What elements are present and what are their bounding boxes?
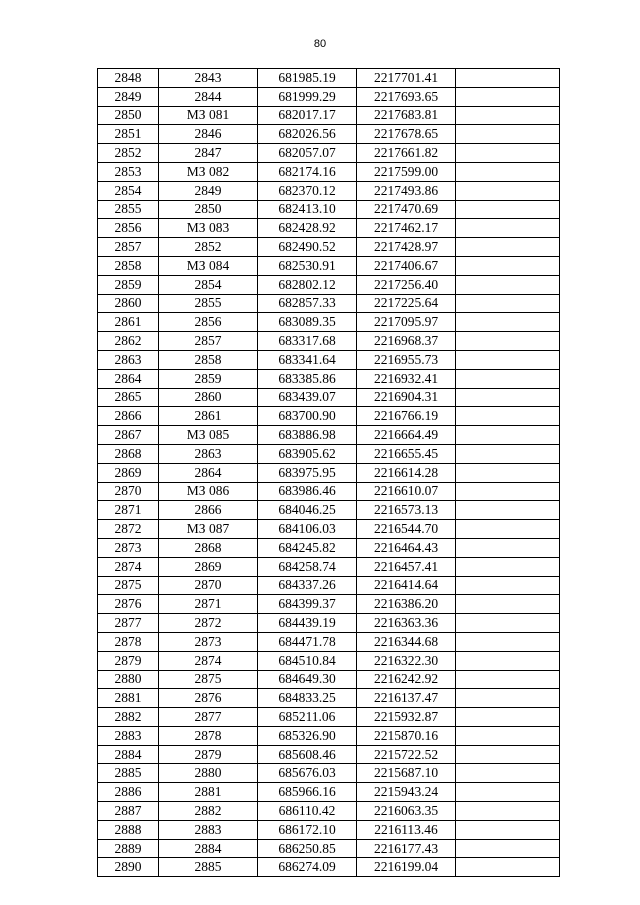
y-coordinate-cell: 2216655.45 bbox=[357, 444, 456, 463]
y-coordinate-cell: 2217225.64 bbox=[357, 294, 456, 313]
point-id-cell: 2856 bbox=[159, 313, 258, 332]
point-id-cell: 2850 bbox=[159, 200, 258, 219]
y-coordinate-cell: 2215932.87 bbox=[357, 708, 456, 727]
point-id-cell: 2872 bbox=[159, 614, 258, 633]
x-coordinate-cell: 684337.26 bbox=[258, 576, 357, 595]
x-coordinate-cell: 686250.85 bbox=[258, 839, 357, 858]
point-id-cell: 2885 bbox=[159, 858, 258, 877]
y-coordinate-cell: 2216932.41 bbox=[357, 369, 456, 388]
y-coordinate-cell: 2217428.97 bbox=[357, 238, 456, 257]
x-coordinate-cell: 685326.90 bbox=[258, 726, 357, 745]
note-cell bbox=[456, 144, 560, 163]
table-row bbox=[98, 200, 560, 219]
x-coordinate-cell: 684399.37 bbox=[258, 595, 357, 614]
x-coordinate-cell: 682017.17 bbox=[258, 106, 357, 125]
note-cell bbox=[456, 426, 560, 445]
row-index-cell: 2865 bbox=[98, 388, 159, 407]
y-coordinate-cell: 2216386.20 bbox=[357, 595, 456, 614]
table-row bbox=[98, 106, 560, 125]
table-row bbox=[98, 614, 560, 633]
table-row bbox=[98, 69, 560, 88]
y-coordinate-cell: 2217470.69 bbox=[357, 200, 456, 219]
point-id-cell: 2857 bbox=[159, 332, 258, 351]
y-coordinate-cell: 2217095.97 bbox=[357, 313, 456, 332]
point-id-cell: МЗ 086 bbox=[159, 482, 258, 501]
y-coordinate-cell: 2216457.41 bbox=[357, 557, 456, 576]
point-id-cell: 2878 bbox=[159, 726, 258, 745]
note-cell bbox=[456, 369, 560, 388]
point-id-cell: 2849 bbox=[159, 181, 258, 200]
table-row bbox=[98, 764, 560, 783]
point-id-cell: 2860 bbox=[159, 388, 258, 407]
y-coordinate-cell: 2217678.65 bbox=[357, 125, 456, 144]
y-coordinate-cell: 2216113.46 bbox=[357, 820, 456, 839]
table-row bbox=[98, 670, 560, 689]
note-cell bbox=[456, 125, 560, 144]
point-id-cell: 2868 bbox=[159, 538, 258, 557]
note-cell bbox=[456, 802, 560, 821]
note-cell bbox=[456, 745, 560, 764]
table-row bbox=[98, 181, 560, 200]
table-row bbox=[98, 557, 560, 576]
point-id-cell: 2871 bbox=[159, 595, 258, 614]
point-id-cell: МЗ 084 bbox=[159, 256, 258, 275]
y-coordinate-cell: 2215943.24 bbox=[357, 783, 456, 802]
note-cell bbox=[456, 820, 560, 839]
point-id-cell: 2861 bbox=[159, 407, 258, 426]
x-coordinate-cell: 686110.42 bbox=[258, 802, 357, 821]
note-cell bbox=[456, 557, 560, 576]
note-cell bbox=[456, 783, 560, 802]
point-id-cell: 2880 bbox=[159, 764, 258, 783]
row-index-cell: 2857 bbox=[98, 238, 159, 257]
y-coordinate-cell: 2216544.70 bbox=[357, 520, 456, 539]
row-index-cell: 2877 bbox=[98, 614, 159, 633]
table-row bbox=[98, 388, 560, 407]
x-coordinate-cell: 682530.91 bbox=[258, 256, 357, 275]
y-coordinate-cell: 2217493.86 bbox=[357, 181, 456, 200]
y-coordinate-cell: 2217661.82 bbox=[357, 144, 456, 163]
table-row bbox=[98, 125, 560, 144]
table-row bbox=[98, 745, 560, 764]
x-coordinate-cell: 683385.86 bbox=[258, 369, 357, 388]
x-coordinate-cell: 682174.16 bbox=[258, 162, 357, 181]
note-cell bbox=[456, 538, 560, 557]
table-row bbox=[98, 426, 560, 445]
x-coordinate-cell: 686274.09 bbox=[258, 858, 357, 877]
note-cell bbox=[456, 350, 560, 369]
y-coordinate-cell: 2216344.68 bbox=[357, 632, 456, 651]
row-index-cell: 2855 bbox=[98, 200, 159, 219]
x-coordinate-cell: 683975.95 bbox=[258, 463, 357, 482]
point-id-cell: 2854 bbox=[159, 275, 258, 294]
page-number: 80 bbox=[313, 38, 327, 50]
y-coordinate-cell: 2216464.43 bbox=[357, 538, 456, 557]
row-index-cell: 2884 bbox=[98, 745, 159, 764]
note-cell bbox=[456, 162, 560, 181]
x-coordinate-cell: 683317.68 bbox=[258, 332, 357, 351]
y-coordinate-cell: 2217683.81 bbox=[357, 106, 456, 125]
point-id-cell: МЗ 087 bbox=[159, 520, 258, 539]
row-index-cell: 2863 bbox=[98, 350, 159, 369]
y-coordinate-cell: 2216766.19 bbox=[357, 407, 456, 426]
row-index-cell: 2873 bbox=[98, 538, 159, 557]
table-row bbox=[98, 858, 560, 877]
row-index-cell: 2868 bbox=[98, 444, 159, 463]
table-row bbox=[98, 501, 560, 520]
table-row bbox=[98, 87, 560, 106]
table-row bbox=[98, 482, 560, 501]
row-index-cell: 2859 bbox=[98, 275, 159, 294]
point-id-cell: 2844 bbox=[159, 87, 258, 106]
note-cell bbox=[456, 501, 560, 520]
table-row bbox=[98, 538, 560, 557]
point-id-cell: 2843 bbox=[159, 69, 258, 88]
x-coordinate-cell: 684439.19 bbox=[258, 614, 357, 633]
row-index-cell: 2848 bbox=[98, 69, 159, 88]
y-coordinate-cell: 2217693.65 bbox=[357, 87, 456, 106]
coordinates-table-body bbox=[98, 69, 560, 877]
y-coordinate-cell: 2217701.41 bbox=[357, 69, 456, 88]
point-id-cell: 2864 bbox=[159, 463, 258, 482]
y-coordinate-cell: 2216322.30 bbox=[357, 651, 456, 670]
table-row bbox=[98, 294, 560, 313]
y-coordinate-cell: 2216573.13 bbox=[357, 501, 456, 520]
x-coordinate-cell: 684245.82 bbox=[258, 538, 357, 557]
y-coordinate-cell: 2216664.49 bbox=[357, 426, 456, 445]
x-coordinate-cell: 682857.33 bbox=[258, 294, 357, 313]
point-id-cell: МЗ 081 bbox=[159, 106, 258, 125]
y-coordinate-cell: 2215722.52 bbox=[357, 745, 456, 764]
table-row bbox=[98, 576, 560, 595]
row-index-cell: 2881 bbox=[98, 689, 159, 708]
x-coordinate-cell: 683341.64 bbox=[258, 350, 357, 369]
row-index-cell: 2883 bbox=[98, 726, 159, 745]
row-index-cell: 2878 bbox=[98, 632, 159, 651]
point-id-cell: 2869 bbox=[159, 557, 258, 576]
x-coordinate-cell: 685966.16 bbox=[258, 783, 357, 802]
x-coordinate-cell: 683700.90 bbox=[258, 407, 357, 426]
table-row bbox=[98, 162, 560, 181]
table-row bbox=[98, 256, 560, 275]
row-index-cell: 2851 bbox=[98, 125, 159, 144]
x-coordinate-cell: 685608.46 bbox=[258, 745, 357, 764]
coordinates-table bbox=[97, 68, 560, 877]
y-coordinate-cell: 2217462.17 bbox=[357, 219, 456, 238]
note-cell bbox=[456, 106, 560, 125]
x-coordinate-cell: 684649.30 bbox=[258, 670, 357, 689]
note-cell bbox=[456, 181, 560, 200]
note-cell bbox=[456, 238, 560, 257]
note-cell bbox=[456, 651, 560, 670]
table-row bbox=[98, 651, 560, 670]
point-id-cell: 2859 bbox=[159, 369, 258, 388]
note-cell bbox=[456, 275, 560, 294]
note-cell bbox=[456, 256, 560, 275]
y-coordinate-cell: 2216414.64 bbox=[357, 576, 456, 595]
y-coordinate-cell: 2215870.16 bbox=[357, 726, 456, 745]
row-index-cell: 2887 bbox=[98, 802, 159, 821]
table-row bbox=[98, 726, 560, 745]
row-index-cell: 2864 bbox=[98, 369, 159, 388]
table-row bbox=[98, 689, 560, 708]
x-coordinate-cell: 686172.10 bbox=[258, 820, 357, 839]
point-id-cell: 2881 bbox=[159, 783, 258, 802]
row-index-cell: 2854 bbox=[98, 181, 159, 200]
row-index-cell: 2852 bbox=[98, 144, 159, 163]
row-index-cell: 2876 bbox=[98, 595, 159, 614]
y-coordinate-cell: 2217256.40 bbox=[357, 275, 456, 294]
table-row bbox=[98, 802, 560, 821]
note-cell bbox=[456, 313, 560, 332]
note-cell bbox=[456, 200, 560, 219]
note-cell bbox=[456, 595, 560, 614]
table-row bbox=[98, 820, 560, 839]
x-coordinate-cell: 683439.07 bbox=[258, 388, 357, 407]
note-cell bbox=[456, 463, 560, 482]
x-coordinate-cell: 683905.62 bbox=[258, 444, 357, 463]
point-id-cell: МЗ 082 bbox=[159, 162, 258, 181]
table-row bbox=[98, 595, 560, 614]
point-id-cell: 2866 bbox=[159, 501, 258, 520]
table-row bbox=[98, 632, 560, 651]
note-cell bbox=[456, 858, 560, 877]
x-coordinate-cell: 683886.98 bbox=[258, 426, 357, 445]
table-row bbox=[98, 238, 560, 257]
point-id-cell: МЗ 085 bbox=[159, 426, 258, 445]
point-id-cell: 2855 bbox=[159, 294, 258, 313]
row-index-cell: 2890 bbox=[98, 858, 159, 877]
note-cell bbox=[456, 69, 560, 88]
x-coordinate-cell: 684106.03 bbox=[258, 520, 357, 539]
y-coordinate-cell: 2216955.73 bbox=[357, 350, 456, 369]
point-id-cell: 2877 bbox=[159, 708, 258, 727]
note-cell bbox=[456, 444, 560, 463]
row-index-cell: 2849 bbox=[98, 87, 159, 106]
table-row bbox=[98, 275, 560, 294]
point-id-cell: 2847 bbox=[159, 144, 258, 163]
row-index-cell: 2879 bbox=[98, 651, 159, 670]
row-index-cell: 2885 bbox=[98, 764, 159, 783]
row-index-cell: 2889 bbox=[98, 839, 159, 858]
note-cell bbox=[456, 670, 560, 689]
x-coordinate-cell: 682802.12 bbox=[258, 275, 357, 294]
x-coordinate-cell: 682057.07 bbox=[258, 144, 357, 163]
point-id-cell: 2875 bbox=[159, 670, 258, 689]
table-row bbox=[98, 407, 560, 426]
row-index-cell: 2870 bbox=[98, 482, 159, 501]
y-coordinate-cell: 2215687.10 bbox=[357, 764, 456, 783]
note-cell bbox=[456, 219, 560, 238]
note-cell bbox=[456, 407, 560, 426]
note-cell bbox=[456, 576, 560, 595]
table-row bbox=[98, 219, 560, 238]
note-cell bbox=[456, 332, 560, 351]
row-index-cell: 2856 bbox=[98, 219, 159, 238]
note-cell bbox=[456, 294, 560, 313]
point-id-cell: 2873 bbox=[159, 632, 258, 651]
x-coordinate-cell: 682413.10 bbox=[258, 200, 357, 219]
point-id-cell: 2883 bbox=[159, 820, 258, 839]
row-index-cell: 2862 bbox=[98, 332, 159, 351]
note-cell bbox=[456, 87, 560, 106]
table-row bbox=[98, 369, 560, 388]
y-coordinate-cell: 2216242.92 bbox=[357, 670, 456, 689]
point-id-cell: 2874 bbox=[159, 651, 258, 670]
x-coordinate-cell: 685211.06 bbox=[258, 708, 357, 727]
table-row bbox=[98, 332, 560, 351]
row-index-cell: 2871 bbox=[98, 501, 159, 520]
y-coordinate-cell: 2216610.07 bbox=[357, 482, 456, 501]
row-index-cell: 2875 bbox=[98, 576, 159, 595]
note-cell bbox=[456, 708, 560, 727]
y-coordinate-cell: 2216904.31 bbox=[357, 388, 456, 407]
row-index-cell: 2872 bbox=[98, 520, 159, 539]
table-row bbox=[98, 463, 560, 482]
note-cell bbox=[456, 632, 560, 651]
x-coordinate-cell: 684046.25 bbox=[258, 501, 357, 520]
row-index-cell: 2858 bbox=[98, 256, 159, 275]
point-id-cell: 2884 bbox=[159, 839, 258, 858]
table-row bbox=[98, 708, 560, 727]
note-cell bbox=[456, 614, 560, 633]
x-coordinate-cell: 684471.78 bbox=[258, 632, 357, 651]
row-index-cell: 2886 bbox=[98, 783, 159, 802]
x-coordinate-cell: 684258.74 bbox=[258, 557, 357, 576]
point-id-cell: 2882 bbox=[159, 802, 258, 821]
table-row bbox=[98, 350, 560, 369]
point-id-cell: 2846 bbox=[159, 125, 258, 144]
table-row bbox=[98, 144, 560, 163]
row-index-cell: 2874 bbox=[98, 557, 159, 576]
row-index-cell: 2869 bbox=[98, 463, 159, 482]
x-coordinate-cell: 683089.35 bbox=[258, 313, 357, 332]
x-coordinate-cell: 682370.12 bbox=[258, 181, 357, 200]
row-index-cell: 2850 bbox=[98, 106, 159, 125]
point-id-cell: МЗ 083 bbox=[159, 219, 258, 238]
y-coordinate-cell: 2216137.47 bbox=[357, 689, 456, 708]
note-cell bbox=[456, 764, 560, 783]
table-row bbox=[98, 839, 560, 858]
point-id-cell: 2863 bbox=[159, 444, 258, 463]
row-index-cell: 2861 bbox=[98, 313, 159, 332]
table-row bbox=[98, 313, 560, 332]
note-cell bbox=[456, 520, 560, 539]
point-id-cell: 2876 bbox=[159, 689, 258, 708]
x-coordinate-cell: 682026.56 bbox=[258, 125, 357, 144]
x-coordinate-cell: 681999.29 bbox=[258, 87, 357, 106]
note-cell bbox=[456, 482, 560, 501]
row-index-cell: 2853 bbox=[98, 162, 159, 181]
row-index-cell: 2866 bbox=[98, 407, 159, 426]
y-coordinate-cell: 2217406.67 bbox=[357, 256, 456, 275]
point-id-cell: 2879 bbox=[159, 745, 258, 764]
x-coordinate-cell: 684510.84 bbox=[258, 651, 357, 670]
table-row bbox=[98, 783, 560, 802]
note-cell bbox=[456, 388, 560, 407]
x-coordinate-cell: 685676.03 bbox=[258, 764, 357, 783]
row-index-cell: 2888 bbox=[98, 820, 159, 839]
y-coordinate-cell: 2216177.43 bbox=[357, 839, 456, 858]
y-coordinate-cell: 2216968.37 bbox=[357, 332, 456, 351]
x-coordinate-cell: 681985.19 bbox=[258, 69, 357, 88]
x-coordinate-cell: 684833.25 bbox=[258, 689, 357, 708]
point-id-cell: 2858 bbox=[159, 350, 258, 369]
y-coordinate-cell: 2216614.28 bbox=[357, 463, 456, 482]
row-index-cell: 2880 bbox=[98, 670, 159, 689]
y-coordinate-cell: 2217599.00 bbox=[357, 162, 456, 181]
row-index-cell: 2867 bbox=[98, 426, 159, 445]
note-cell bbox=[456, 689, 560, 708]
y-coordinate-cell: 2216199.04 bbox=[357, 858, 456, 877]
row-index-cell: 2860 bbox=[98, 294, 159, 313]
table-row bbox=[98, 520, 560, 539]
y-coordinate-cell: 2216063.35 bbox=[357, 802, 456, 821]
table-row bbox=[98, 444, 560, 463]
point-id-cell: 2870 bbox=[159, 576, 258, 595]
row-index-cell: 2882 bbox=[98, 708, 159, 727]
x-coordinate-cell: 682428.92 bbox=[258, 219, 357, 238]
x-coordinate-cell: 683986.46 bbox=[258, 482, 357, 501]
y-coordinate-cell: 2216363.36 bbox=[357, 614, 456, 633]
note-cell bbox=[456, 839, 560, 858]
note-cell bbox=[456, 726, 560, 745]
x-coordinate-cell: 682490.52 bbox=[258, 238, 357, 257]
point-id-cell: 2852 bbox=[159, 238, 258, 257]
